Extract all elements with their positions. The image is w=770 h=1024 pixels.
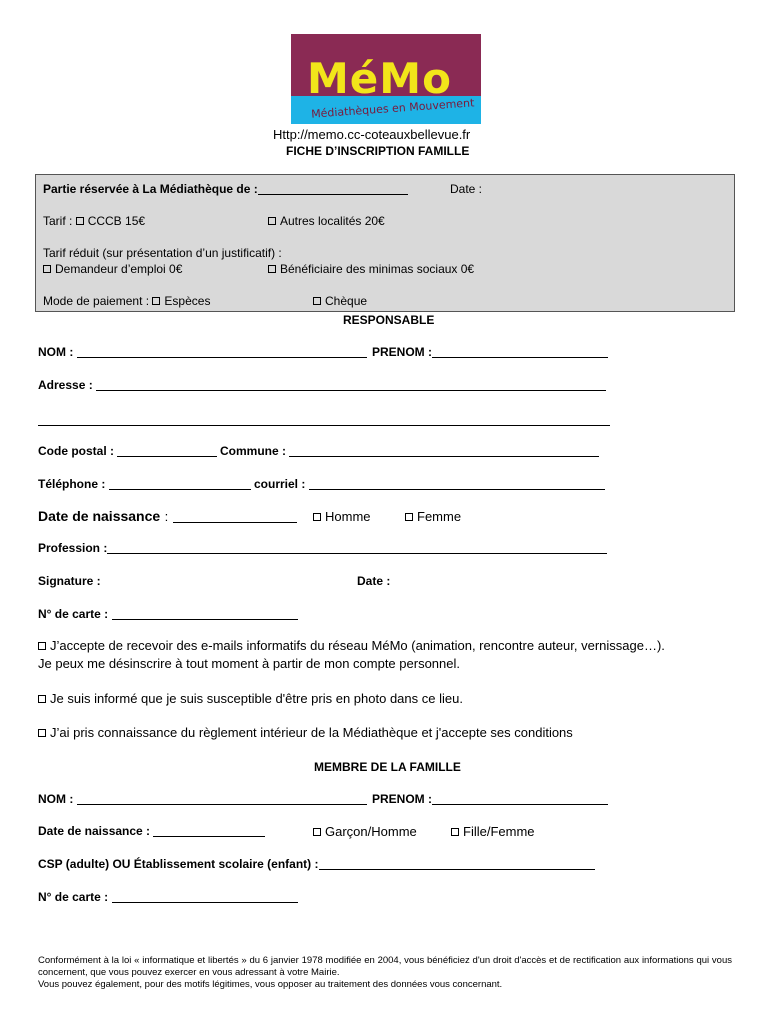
consent-reglement: J’ai pris connaissance du règlement intérieur de la Médiathèque et j'accepte ses conditions — [38, 725, 573, 740]
resp-courriel-row: courriel : — [254, 477, 605, 491]
resp-tel-row: Téléphone : — [38, 477, 251, 491]
minimas-option: Bénéficiaire des minimas sociaux 0€ — [268, 262, 474, 276]
membre-prenom-field[interactable] — [432, 794, 608, 805]
resp-nom-field[interactable] — [77, 347, 367, 358]
minimas-checkbox[interactable] — [268, 265, 276, 273]
resp-naissance-row: Date de naissance : — [38, 508, 297, 526]
paiement-row: Mode de paiement : Espèces — [43, 294, 211, 308]
membre-carte-field[interactable] — [112, 892, 298, 903]
cheque-checkbox[interactable] — [313, 297, 321, 305]
reserved-label: Partie réservée à La Médiathèque de : — [43, 182, 408, 196]
page-title: FICHE D’INSCRIPTION FAMILLE — [286, 144, 470, 158]
resp-cp-row: Code postal : — [38, 444, 217, 458]
membre-naissance-field[interactable] — [153, 826, 265, 837]
tarif-reduit-label: Tarif réduit (sur présentation d’un justificatif) : — [43, 246, 282, 260]
site-url[interactable]: Http://memo.cc-coteauxbellevue.fr — [273, 127, 471, 142]
membre-csp-row: CSP (adulte) OU Établissement scolaire (enfant) : — [38, 857, 595, 871]
consent-emails-line2: Je peux me désinscrire à tout moment à partir de mon compte personnel. — [38, 656, 460, 671]
legal-text-2: Vous pouvez également, pour des motifs légitimes, vous opposer au traitement des données vous concernant. — [38, 979, 503, 990]
garcon-option: Garçon/Homme — [313, 824, 417, 839]
membre-naissance-row: Date de naissance : — [38, 824, 265, 838]
resp-adresse-field-2[interactable] — [38, 415, 610, 426]
photo-checkbox[interactable] — [38, 695, 46, 703]
membre-nom-row: NOM : — [38, 792, 367, 806]
reserved-section — [35, 174, 735, 312]
resp-adresse-field[interactable] — [96, 380, 606, 391]
resp-signature-label: Signature : — [38, 574, 101, 588]
logo-word: MéMo — [307, 54, 452, 103]
fille-option: Fille/Femme — [451, 824, 535, 839]
resp-profession-row: Profession : — [38, 541, 607, 555]
resp-profession-field[interactable] — [107, 543, 607, 554]
resp-prenom-field[interactable] — [432, 347, 608, 358]
garcon-checkbox[interactable] — [313, 828, 321, 836]
emails-checkbox[interactable] — [38, 642, 46, 650]
mediatheque-field[interactable] — [258, 184, 408, 195]
homme-checkbox[interactable] — [313, 513, 321, 521]
tarif-row: Tarif : CCCB 15€ — [43, 214, 146, 228]
resp-adresse-row: Adresse : — [38, 378, 606, 392]
autres-option: Autres localités 20€ — [268, 214, 385, 228]
resp-prenom-row: PRENOM : — [372, 345, 608, 359]
resp-tel-field[interactable] — [109, 479, 251, 490]
femme-checkbox[interactable] — [405, 513, 413, 521]
responsable-heading: RESPONSABLE — [343, 313, 435, 327]
membre-heading: MEMBRE DE LA FAMILLE — [314, 760, 461, 774]
membre-csp-field[interactable] — [319, 859, 595, 870]
resp-commune-row: Commune : — [220, 444, 599, 458]
resp-carte-row: N° de carte : — [38, 607, 298, 621]
membre-prenom-row: PRENOM : — [372, 792, 608, 806]
resp-nom-row: NOM : — [38, 345, 367, 359]
demandeur-checkbox[interactable] — [43, 265, 51, 273]
demandeur-option: Demandeur d’emploi 0€ — [43, 262, 182, 276]
resp-commune-field[interactable] — [289, 446, 599, 457]
reserved-date-label: Date : — [450, 182, 483, 196]
legal-text-1: Conformément à la loi « informatique et libertés » du 6 janvier 1978 modifiée en 2004, vous bénéficiez d'un droit d'accès et de rectification aux informations qui vous concernent, que vous pouvez exercer en vous adressant à votre Mairie. — [38, 955, 732, 978]
consent-photo: Je suis informé que je suis susceptible d'être pris en photo dans ce lieu. — [38, 691, 463, 706]
membre-carte-row: N° de carte : — [38, 890, 298, 904]
resp-naissance-field[interactable] — [173, 512, 297, 523]
ccb-checkbox[interactable] — [76, 217, 84, 225]
fille-checkbox[interactable] — [451, 828, 459, 836]
resp-date-label: Date : — [357, 574, 391, 588]
resp-carte-field[interactable] — [112, 609, 298, 620]
resp-courriel-field[interactable] — [309, 479, 605, 490]
homme-option: Homme — [313, 509, 371, 524]
memo-logo — [291, 34, 481, 124]
cheque-option: Chèque — [313, 294, 367, 308]
consent-emails: J’accepte de recevoir des e-mails informatifs du réseau MéMo (animation, rencontre auteur, vernissage…). — [38, 638, 665, 653]
resp-cp-field[interactable] — [117, 446, 217, 457]
membre-nom-field[interactable] — [77, 794, 367, 805]
logo-tagline: Médiathèques en Mouvement — [310, 96, 475, 121]
legal-footer — [38, 955, 732, 991]
femme-option: Femme — [405, 509, 461, 524]
reglement-checkbox[interactable] — [38, 729, 46, 737]
autres-checkbox[interactable] — [268, 217, 276, 225]
resp-adresse-line2 — [38, 411, 610, 429]
especes-checkbox[interactable] — [152, 297, 160, 305]
